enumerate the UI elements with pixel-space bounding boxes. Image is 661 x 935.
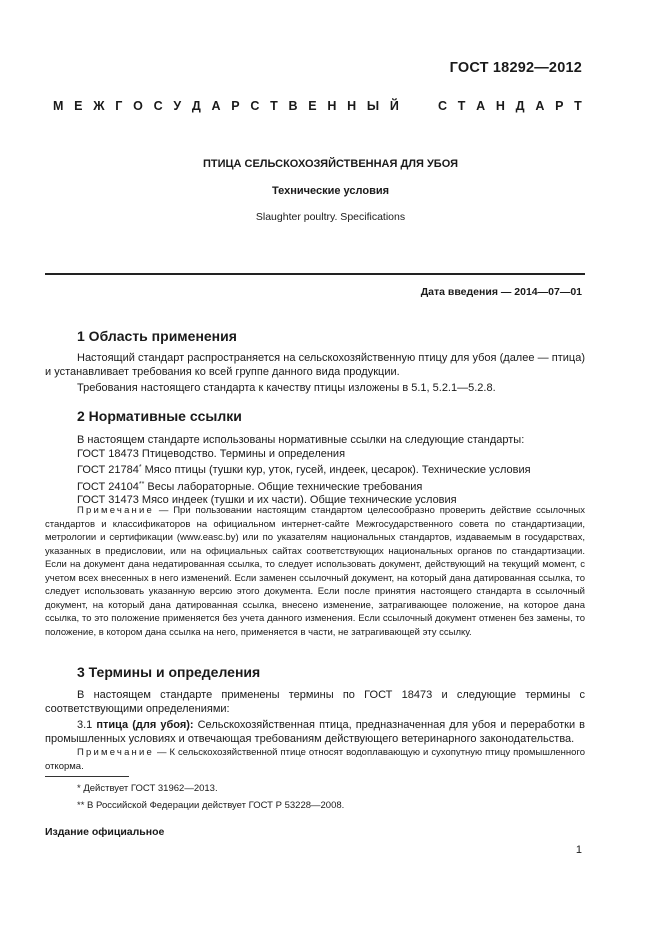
section-1-paragraph: Настоящий стандарт распространяется на сельскохозяйственную птицу для убоя (далее — птица) и устанавливает требования ко всей группе данного вида продукции. (45, 352, 585, 378)
reference-title: Весы лабораторные. Общие технические требования (147, 480, 423, 493)
definition: Сельскохозяйственная птица, предназначенная для убоя и переработки в промышленных условиях и отвечающая требованиям действующего ветеринарного законодательства. (45, 719, 586, 745)
banner-letter: Е (74, 99, 83, 113)
section-1-paragraph: Требования настоящего стандарта к качеству птицы изложены в 5.1, 5.2.1—5.2.8. (77, 382, 496, 394)
english-title: Slaughter poultry. Specifications (255, 211, 406, 223)
interstate-standard-banner (53, 99, 582, 113)
reference-title: Мясо индеек (тушки и их части). Общие технические условия (141, 494, 457, 506)
footnote-mark: ** (77, 800, 85, 811)
references-note (45, 504, 585, 639)
term-definition (45, 718, 585, 746)
banner-letter: Ы (366, 99, 380, 113)
banner-letter: Н (347, 99, 357, 113)
banner-letter (424, 99, 427, 113)
page-number: 1 (575, 844, 582, 856)
banner-letter: Н (495, 99, 505, 113)
references-intro: В настоящем стандарте использованы нормативные ссылки на следующие стандарты: (77, 434, 525, 446)
reference-title: Птицеводство. Термины и определения (141, 447, 346, 460)
section-3-heading: 3 Термины и определения (77, 664, 261, 680)
note-label: Примечание (77, 747, 154, 758)
banner-letter: Т (574, 99, 582, 113)
section-3-intro: В настоящем стандарте применены термины по ГОСТ 18473 и следующие термины с соответствующими определениями: (45, 689, 585, 715)
footnote (77, 800, 344, 811)
footnote-mark: ** (138, 480, 145, 488)
document-title: ПТИЦА СЕЛЬСКОХОЗЯЙСТВЕННАЯ ДЛЯ УБОЯ (202, 158, 459, 170)
reference-item (45, 448, 585, 462)
banner-letter: А (476, 99, 486, 113)
term: птица (для убоя): (96, 719, 194, 731)
banner-letter: Н (327, 99, 337, 113)
banner-letter: О (133, 99, 143, 113)
reference-item (45, 478, 585, 495)
references-list (45, 434, 585, 508)
section-1-heading: 1 Область применения (77, 328, 237, 344)
footnote-text: В Российской Федерации действует ГОСТ Р 53228—2008. (87, 800, 345, 811)
banner-letter: В (288, 99, 298, 113)
note-text: — К сельскохозяйственной птице относят водоплавающую и сухопутную птицу промышленного откорма. (45, 747, 585, 772)
banner-letter: Д (515, 99, 525, 113)
document-subtitle: Технические условия (271, 185, 390, 197)
banner-letter: Ж (93, 99, 105, 113)
footnote-divider (45, 776, 129, 777)
banner-letter: С (250, 99, 260, 113)
edition-label: Издание официальное (45, 826, 165, 838)
banner-letter: М (53, 99, 64, 113)
reference-code: ГОСТ 24104 (77, 480, 139, 493)
document-code: ГОСТ 18292—2012 (449, 60, 582, 76)
reference-item (45, 461, 585, 478)
reference-code: ГОСТ 31473 (77, 494, 139, 506)
term-number: 3.1 (77, 719, 93, 731)
banner-letter: У (173, 99, 182, 113)
footnote-mark: * (138, 464, 142, 471)
banner-letter: С (153, 99, 163, 113)
banner-letter: Г (115, 99, 123, 113)
banner-letter: С (438, 99, 448, 113)
section-3-body (45, 688, 585, 746)
title-divider (45, 273, 585, 275)
banner-letter (410, 99, 413, 113)
banner-letter: Р (231, 99, 240, 113)
note-text: — При пользовании настоящим стандартом целесообразно проверить действие ссылочных стандартов и классификаторов на официальном интернет-сайте Межгосударственного совета по стандартизации, метрологии и сертификации (www.easc.by) или по указателям национальных стандартов, издаваемым в государствах, указанных в предисловии, или на официальных сайтах соответствующих национальных органов по стандартизации. Если на документ дана недатированная ссылка, то следует использовать документ, действующий на текущий момент, с учетом всех внесенных в него изменений. Если заменен ссылочный документ, на который дана датированная ссылка, то следует использовать указанную версию этого документа. Если после принятия настоящего стандарта в ссылочный документ, на который дана датированная ссылка, внесено изменение, затрагивающее положение, на которое дана ссылка, то это положение применяется без учета данного изменения. Если ссылочный документ отменен без замены, то положение, в котором дана ссылка на него, применяется в части, не затрагивающей эту ссылку. (45, 505, 585, 638)
banner-letter: Д (191, 99, 201, 113)
note-label: Примечание (77, 505, 154, 516)
banner-letter: Р (555, 99, 564, 113)
banner-letter: Т (457, 99, 466, 113)
banner-letter: А (535, 99, 545, 113)
banner-letter: Т (270, 99, 278, 113)
footnote-mark: * (77, 783, 81, 794)
banner-letter: А (211, 99, 221, 113)
reference-code: ГОСТ 21784 (77, 464, 139, 476)
footnote-text: Действует ГОСТ 31962—2013. (83, 783, 218, 794)
section-2-heading: 2 Нормативные ссылки (77, 408, 242, 424)
footnote (77, 783, 218, 794)
section-1-body (45, 351, 585, 395)
term-note (45, 746, 585, 773)
banner-letter: Й (389, 99, 399, 113)
introduction-date: Дата введения — 2014—07—01 (420, 286, 582, 298)
banner-letter: Е (308, 99, 317, 113)
reference-code: ГОСТ 18473 (77, 447, 139, 460)
reference-title: Мясо птицы (тушки кур, уток, гусей, индеек, цесарок). Технические условия (144, 464, 531, 476)
